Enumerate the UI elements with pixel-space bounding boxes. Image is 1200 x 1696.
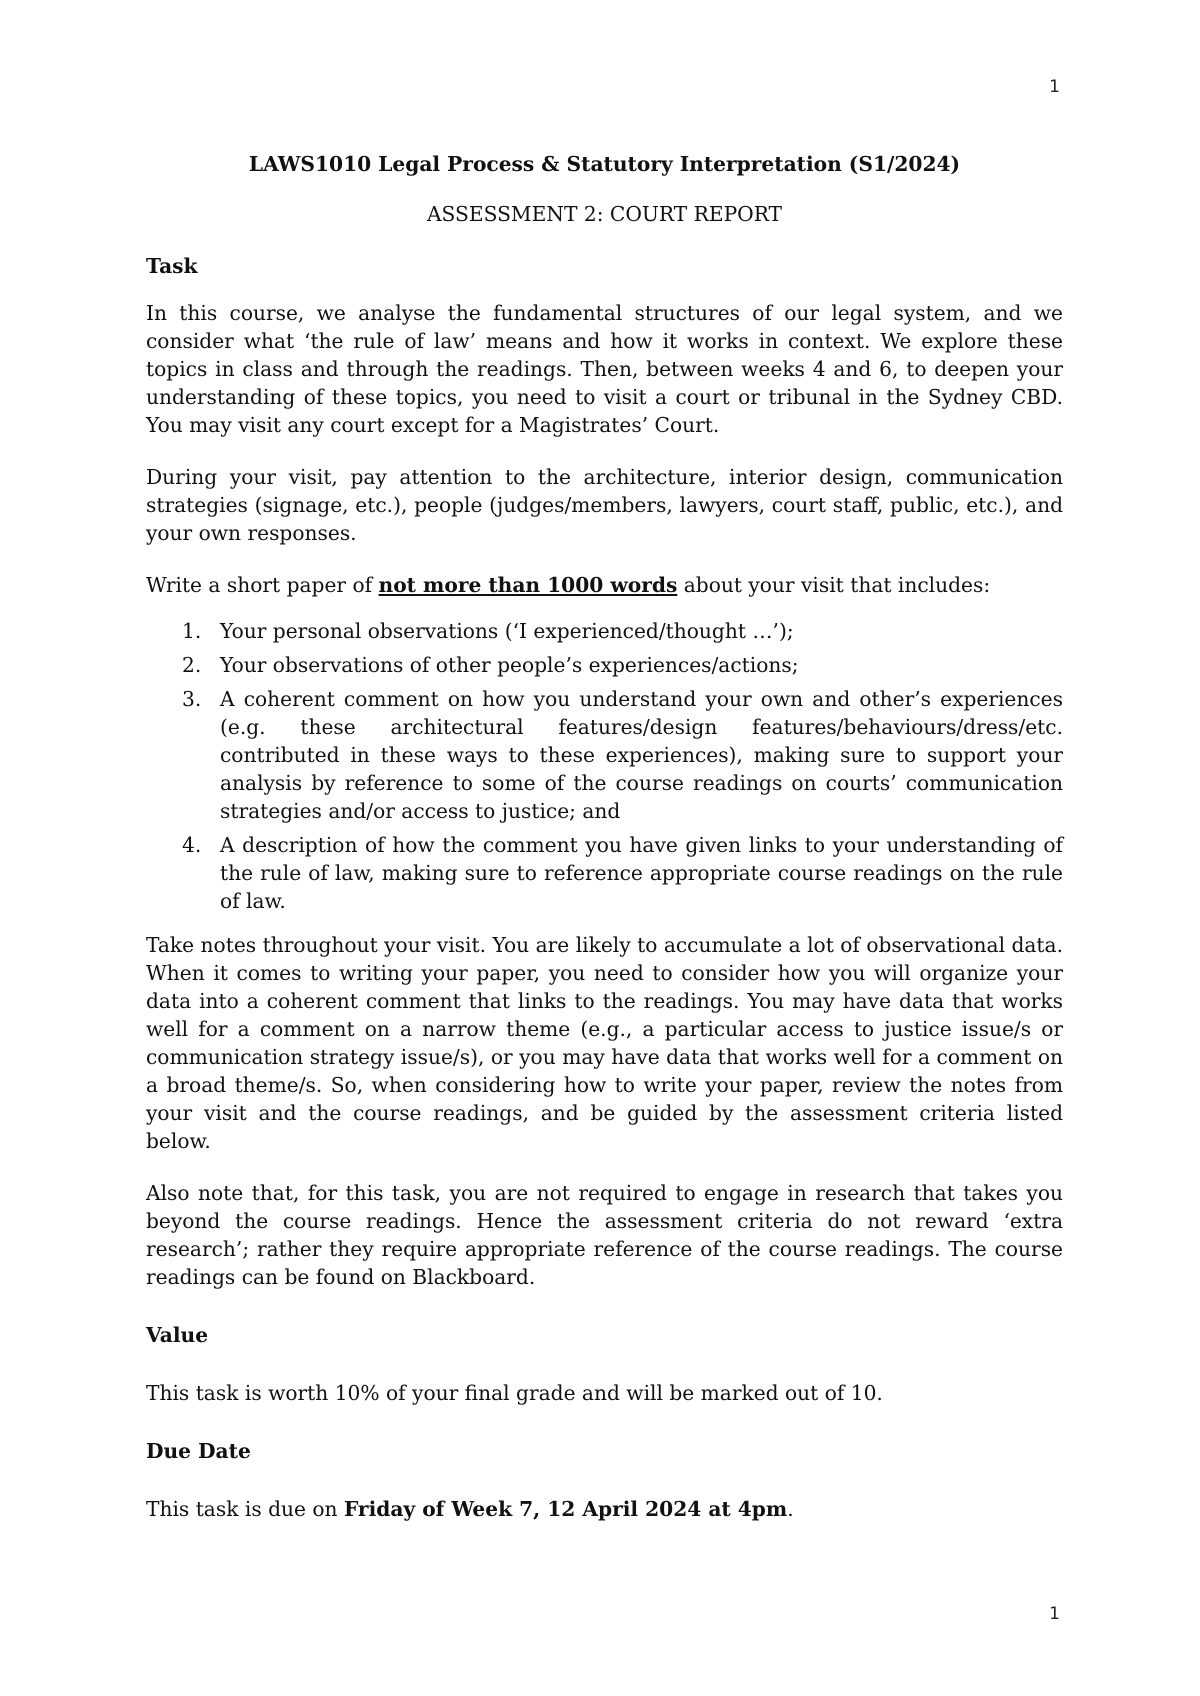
requirements-list: [146, 617, 1063, 915]
list-item-text: A description of how the comment you have given links to your understanding of the rule of law, making sure to reference appropriate course readings on the rule of law.: [220, 833, 1063, 913]
task-paragraph-2: During your visit, pay attention to the architecture, interior design, communication strategies (signage, etc.), people (judges/members, lawyers, court staff, public, etc.), and your own responses.: [146, 465, 1063, 545]
due-date-after: .: [787, 1497, 794, 1521]
list-item-text: A coherent comment on how you understand your own and other’s experiences (e.g. these architectural features/design features/behaviours/dress/etc. contributed in these ways to these experiences), making sure to support your analysis by reference to some of the course readings on courts’ communication strategies and/or access to justice; and: [220, 687, 1063, 823]
list-item-text: Your personal observations (‘I experienced/thought …’);: [220, 619, 794, 643]
list-item-number: 3.: [182, 687, 202, 711]
document-body: [146, 150, 1063, 1523]
due-date-text: [146, 1495, 1063, 1523]
page-number-top: 1: [1049, 77, 1060, 97]
due-date-emphasis: Friday of Week 7, 12 April 2024 at 4pm: [343, 1497, 788, 1521]
document-subtitle: ASSESSMENT 2: COURT REPORT: [426, 202, 783, 226]
task-paragraph-1: In this course, we analyse the fundamental structures of our legal system, and we consider what ‘the rule of law’ means and how it works in context. We explore these topics in class and through the readings. Then, between weeks 4 and 6, to deepen your understanding of these topics, you need to visit a court or tribunal in the Sydney CBD. You may visit any court except for a Magistrates’ Court.: [146, 301, 1063, 437]
list-item-number: 2.: [182, 653, 202, 677]
value-heading: Value: [146, 1323, 209, 1347]
task-paragraph-5: Also note that, for this task, you are not required to engage in research that takes you beyond the course readings. Hence the assessment criteria do not reward ‘extra research’; rather they require appropriate reference of the course readings. The course readings can be found on Blackboard.: [146, 1181, 1063, 1289]
due-date-before: This task is due on: [146, 1497, 344, 1521]
paragraph-3-after: about your visit that includes:: [677, 573, 991, 597]
due-date-heading: Due Date: [146, 1439, 251, 1463]
paragraph-3-before: Write a short paper of: [146, 573, 379, 597]
list-item-number: 1.: [182, 619, 202, 643]
task-paragraph-4: Take notes throughout your visit. You are likely to accumulate a lot of observational data. When it comes to writing your paper, you need to consider how you will organize your data into a coherent comment that links to the readings. You may have data that works well for a comment on a narrow theme (e.g., a particular access to justice issue/s or communication strategy issue/s), or you may have data that works well for a comment on a broad theme/s. So, when considering how to write your paper, review the notes from your visit and the course readings, and be guided by the assessment criteria listed below.: [146, 933, 1063, 1153]
list-item: [146, 617, 1063, 645]
list-item: [146, 831, 1063, 915]
list-item-text: Your observations of other people’s experiences/actions;: [220, 653, 799, 677]
document-title: LAWS1010 Legal Process & Statutory Interpretation (S1/2024): [248, 152, 961, 176]
page-number-bottom: 1: [1049, 1604, 1060, 1624]
list-item: [146, 685, 1063, 825]
task-heading: Task: [146, 254, 198, 278]
value-text: This task is worth 10% of your final grade and will be marked out of 10.: [146, 1381, 883, 1405]
word-limit-emphasis: not more than 1000 words: [378, 573, 678, 597]
list-item: [146, 651, 1063, 679]
task-paragraph-3: [146, 571, 1063, 599]
list-item-number: 4.: [182, 833, 202, 857]
